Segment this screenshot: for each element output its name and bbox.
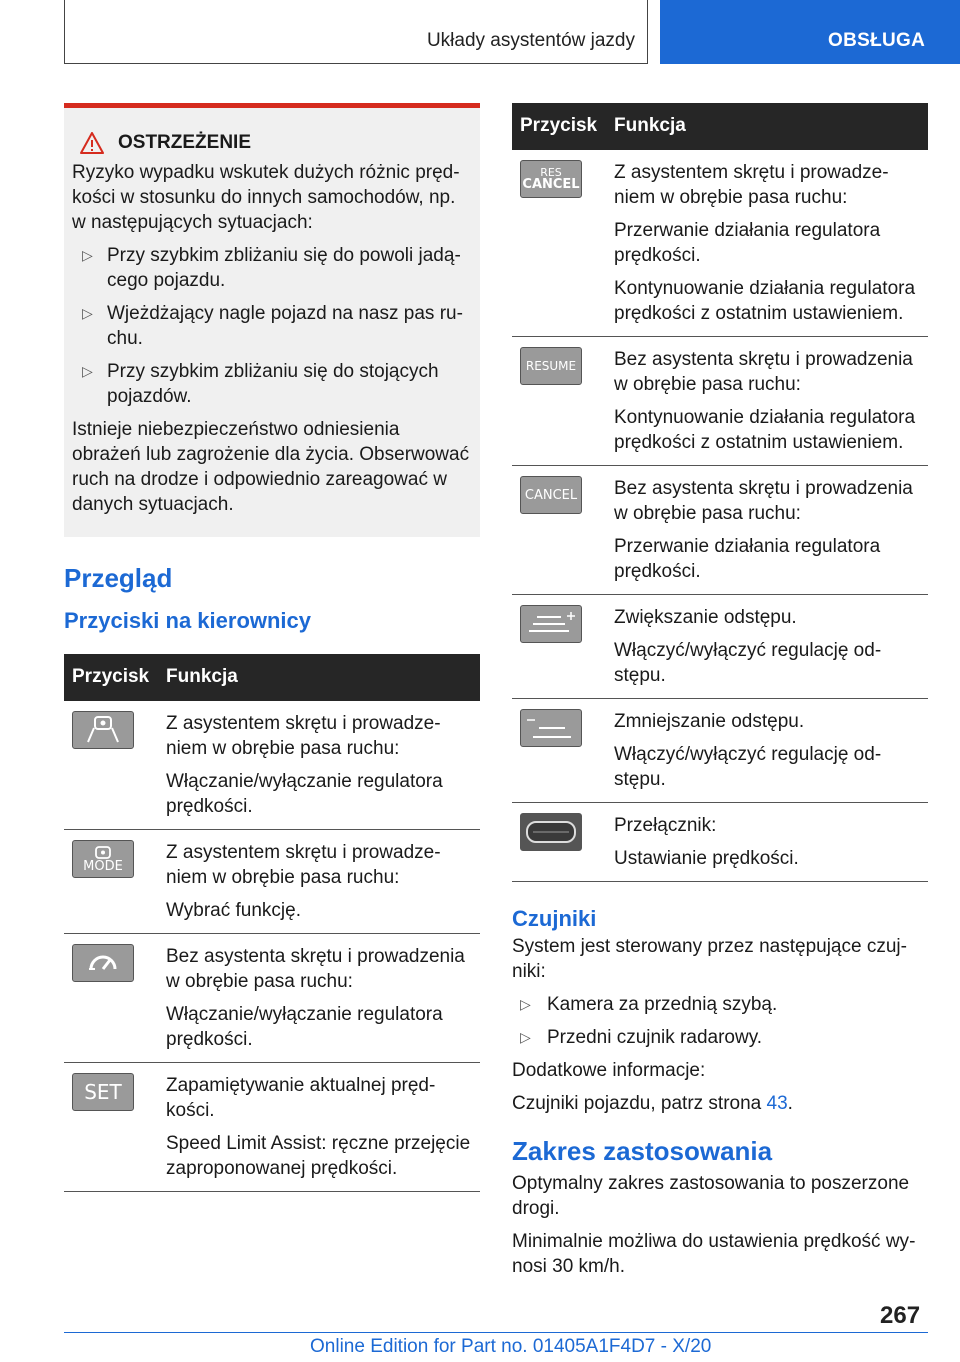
right-column	[512, 103, 928, 1287]
overview-subtitle: Przyciski na kierownicy	[64, 608, 312, 633]
table-row: RESUME Bez asystenta skrętu i prowadzenia w obrębie pasa ruchu: Kontynuowanie działania regulatora prędkości z ostatnim ustawieniem.	[512, 337, 928, 466]
range-paragraph: Optymalny zakres zastosowania to poszerzone drogi.	[512, 1173, 910, 1219]
sensors-item: ▷ Kamera za przednią szybą.	[520, 994, 778, 1015]
cruise-control-icon	[72, 944, 134, 982]
footer-divider	[64, 1332, 928, 1333]
table-row: Bez asystenta skrętu i prowadzenia w obrębie pasa ruchu: Włączanie/wyłączanie regulatora prędkości.	[64, 934, 480, 1063]
warning-box	[64, 103, 480, 537]
warning-title-text: OSTRZEŻENIE	[118, 132, 252, 153]
page-reference-link[interactable]: 43	[766, 1093, 788, 1114]
col-header-button: Przycisk	[64, 654, 158, 701]
res-cancel-button-icon: RES CANCEL	[520, 160, 582, 198]
warning-outro: Istnieje niebezpieczeństwo odniesienia obrażeń lub zagrożenie dla życia. Obserwować ruch na drodze i odpowiednio zareagować w danych sytuacjach.	[72, 419, 470, 515]
range-paragraph: Minimalnie możliwa do ustawienia prędkość wynosi 30 km/h.	[512, 1231, 916, 1277]
warning-intro: Ryzyko wypadku wskutek dużych różnic prędkości w stosunku do innych samochodów, np. w następujących sytuacjach:	[72, 162, 460, 233]
warning-title	[72, 132, 472, 154]
page-number: 267	[880, 1302, 921, 1329]
buttons-table-left	[64, 654, 480, 1192]
table-row: CANCEL Bez asystenta skrętu i prowadzenia w obrębie pasa ruchu: Przerwanie działania regulatora prędkości.	[512, 466, 928, 595]
table-row: Zwiększanie odstępu. Włączyć/wyłączyć regulację odstępu.	[512, 595, 928, 699]
table-row: SET Zapamiętywanie aktualnej prędkości. Speed Limit Assist: ręczne przejęcie zaproponowanej prędkości.	[64, 1063, 480, 1192]
col-header-button: Przycisk	[512, 103, 606, 150]
distance-increase-icon	[520, 605, 582, 643]
mode-button-icon: MODE	[72, 840, 134, 878]
table-row: MODE Z asystentem skrętu i prowadzeniem w obrębie pasa ruchu: Wybrać funkcję.	[64, 830, 480, 934]
rocker-switch-icon	[520, 813, 582, 851]
cancel-button-icon: CANCEL	[520, 476, 582, 514]
overview-title: Przegląd	[64, 563, 173, 593]
steering-assist-icon	[72, 711, 134, 749]
buttons-table-right	[512, 103, 928, 882]
warning-triangle-icon	[80, 132, 104, 154]
table-row: RES CANCEL Z asystentem skrętu i prowadzeniem w obrębie pasa ruchu: Przerwanie działania regulatora prędkości. Kontynuowanie działania regulatora prędkości z ostatnim ustawieniem.	[512, 150, 928, 337]
col-header-function: Funkcja	[158, 654, 480, 701]
table-row: Z asystentem skrętu i prowadzeniem w obrębie pasa ruchu: Włączanie/wyłączanie regulatora prędkości.	[64, 701, 480, 830]
sensors-intro: System jest sterowany przez następujące czujniki:	[512, 936, 907, 982]
table-row: Zmniejszanie odstępu. Włączyć/wyłączyć regulację odstępu.	[512, 699, 928, 803]
header-chapter-title: OBSŁUGA	[828, 30, 926, 51]
sensors-reference: Czujniki pojazdu, patrz strona 43.	[512, 1093, 793, 1114]
resume-button-icon: RESUME	[520, 347, 582, 385]
table-row: Przełącznik: Ustawianie prędkości.	[512, 803, 928, 882]
header-chapter	[660, 0, 960, 64]
distance-decrease-icon	[520, 709, 582, 747]
header-section	[64, 0, 648, 64]
header-section-title: Układy asystentów jazdy	[426, 30, 635, 51]
sensors-item: ▷ Przedni czujnik radarowy.	[520, 1027, 763, 1048]
sensors-title: Czujniki	[512, 906, 597, 931]
warning-item: ▷ Przy szybkim zbliżaniu się do stojących pojazdów.	[82, 361, 439, 407]
warning-item: ▷ Przy szybkim zbliżaniu się do powoli jadącego pojazdu.	[82, 245, 461, 291]
left-column	[64, 103, 480, 1192]
col-header-function: Funkcja	[606, 103, 928, 150]
range-title: Zakres zastosowania	[512, 1136, 773, 1166]
footer-text: Online Edition for Part no. 01405A1F4D7 - X/20	[310, 1336, 712, 1357]
warning-item: ▷ Wjeżdżający nagle pojazd na nasz pas ruchu.	[82, 303, 463, 349]
sensors-more: Dodatkowe informacje:	[512, 1060, 706, 1081]
set-button-icon: SET	[72, 1073, 134, 1111]
